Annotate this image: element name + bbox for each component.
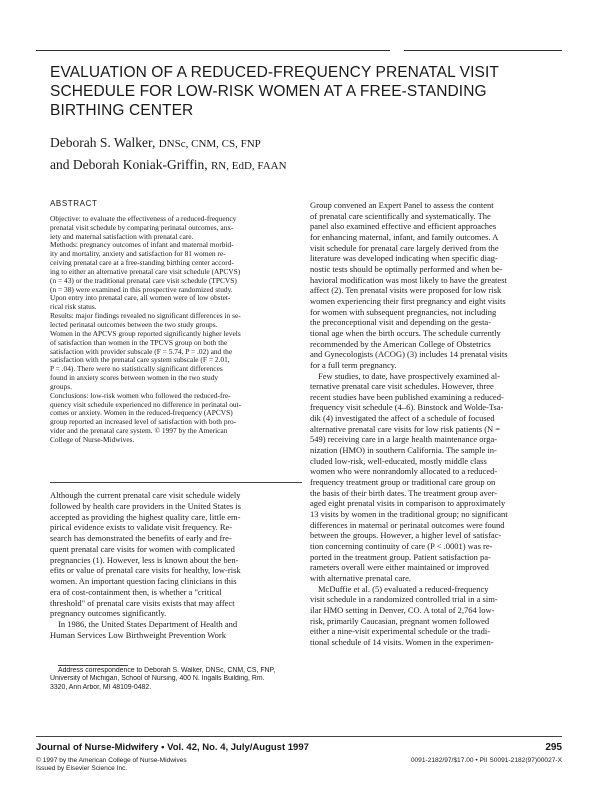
abstract-heading: ABSTRACT xyxy=(50,199,98,208)
body-line: 549) receiving care in a large health maintenance orga- xyxy=(310,434,498,445)
body-line: havioral modification was most likely to have the greatest xyxy=(310,274,507,285)
author-1 xyxy=(50,135,261,151)
copyright-line: © 1997 by the American College of Nurse-Midwives xyxy=(36,757,187,764)
body-line: Human Services Low Birthweight Prevention Work xyxy=(50,629,226,640)
abstract-line: (n = 38) were examined in this prospective randomized study. xyxy=(50,285,233,294)
footnote-line: Address correspondence to Deborah S. Walker, DNSc, CNM, CS, FNP, xyxy=(58,667,276,674)
body-line: era of cost-containment then, is whether a "critical xyxy=(50,586,222,597)
abstract-line: iety and maternal satisfaction with prenatal care. xyxy=(50,232,194,241)
abstract-line: Objective: to evaluate the effectiveness of a reduced-frequency xyxy=(50,214,237,223)
body-line: pirical evidence exists to validate visit frequency. Re- xyxy=(50,522,233,533)
body-line: 13 visits by women in the traditional group; no significant xyxy=(310,509,508,520)
body-line: panel also examined effective and efficient approaches xyxy=(310,221,497,232)
footer-rule xyxy=(36,736,562,737)
body-line: recent studies have been published examining a reduced- xyxy=(310,391,504,402)
body-line: the preconceptional visit and depending on the gesta- xyxy=(310,317,492,328)
body-line: ilar HMO setting in Denver, CO. A total of 2,764 low- xyxy=(310,604,495,615)
body-line: tional schedule of 14 visits. Women in the experimen- xyxy=(310,636,494,647)
journal-citation: Journal of Nurse-Midwifery • Vol. 42, No. 4, July/August 1997 xyxy=(36,742,309,753)
body-line: frequency treatment group or traditional care group on xyxy=(310,477,496,488)
abstract-line: ity and mortality, anxiety and satisfaction for 81 women re- xyxy=(50,250,226,259)
page-number: 295 xyxy=(545,742,562,753)
body-line: either a nine-visit experimental schedule or the tradi- xyxy=(310,626,491,637)
body-line: literature was developed indicating when specific diag- xyxy=(310,253,498,264)
copyright-line: Issued by Elsevier Science Inc. xyxy=(36,765,128,772)
body-line: dik (4) investigated the affect of a schedule of focused xyxy=(310,413,495,424)
right-column-body xyxy=(310,200,560,648)
abstract-line: satisfaction with the prenatal care system subscale (F = 2.01, xyxy=(50,356,230,365)
abstract-line: P = .04). There were no statistically significant differences xyxy=(50,365,223,374)
body-line: nostic tests should be optimally performed and when be- xyxy=(310,263,503,274)
abstract-line: ing to either an alternative prenatal care visit schedule (APCVS) xyxy=(50,267,241,276)
title-line: BIRTHING CENTER xyxy=(50,102,194,119)
author-2-name: and Deborah Koniak-Griffin, xyxy=(50,157,208,172)
abstract-line: ceiving prenatal care at a free-standing birthing center accord- xyxy=(50,259,234,268)
body-line: ported in the treatment group. Patient satisfaction pa- xyxy=(310,551,491,562)
author-2-credentials: RN, EdD, FAAN xyxy=(210,160,287,172)
abstract-line: (n = 43) or the traditional prenatal care visit schedule (TPCVS) xyxy=(50,276,237,285)
author-2 xyxy=(50,157,287,173)
abstract-line: Conclusions: low-risk women who followed the reduced-fre- xyxy=(50,391,231,400)
abstract-line: found in anxiety scores between women in the two study xyxy=(50,374,219,383)
body-line: pregnancy outcomes significantly. xyxy=(50,608,167,619)
issn-line: 0091-2182/97/$17.00 • PII S0091-2182(97)00027-X xyxy=(410,757,562,764)
author-1-credentials: DNSc, CNM, CS, FNP xyxy=(158,138,261,150)
body-line: frequency visit schedule (4–6). Binstock and Wolde-Tsa- xyxy=(310,402,504,413)
header-rule-left xyxy=(36,50,390,51)
body-line: risk, primarily Caucasian, pregnant women followed xyxy=(310,615,490,626)
abstract-line: Methods: pregnancy outcomes of infant and maternal morbid- xyxy=(50,241,234,250)
copyright-notice xyxy=(36,757,187,773)
body-line: accepted as providing the highest quality care, little em- xyxy=(50,511,241,522)
body-line: for women with subsequent pregnancies, not including xyxy=(310,306,497,317)
body-line: followed by health care providers in the United States is xyxy=(50,500,241,511)
abstract-line: lected perinatal outcomes between the two study groups. xyxy=(50,320,218,329)
abstract-line: of satisfaction than women in the TPCVS group on both the xyxy=(50,338,228,347)
second-paragraph xyxy=(50,619,302,641)
body-line: with alternative prenatal care. xyxy=(310,572,411,583)
footnote-line: 3320, Ann Arbor, MI 48109-0482. xyxy=(50,683,152,691)
body-line: tional age when the birth occurs. The schedule currently xyxy=(310,327,501,338)
abstract-line: Women in the APCVS group reported significantly higher levels xyxy=(50,329,241,338)
body-line: and Gynecologists (ACOG) (3) includes 14 prenatal visits xyxy=(310,349,508,360)
abstract-line: vider and the prenatal care system. © 1997 by the American xyxy=(50,427,228,436)
body-line: for a full term pregnancy. xyxy=(310,359,397,370)
abstract xyxy=(50,200,302,445)
intro-paragraph xyxy=(50,490,302,619)
abstract-line: rical risk status. xyxy=(50,303,97,312)
correspondence-footnote xyxy=(50,667,302,692)
body-line: of prenatal care scientifically and systematically. The xyxy=(310,210,491,221)
abstract-line: quency visit schedule experienced no difference in perinatal out- xyxy=(50,400,242,409)
body-line: visit schedule in a randomized controlled trial in a sim- xyxy=(310,594,498,605)
body-line: women. An important question facing clinicians in this xyxy=(50,576,237,586)
body-line: Few studies, to date, have prospectively examined al- xyxy=(318,370,500,381)
body-line: nization (HMO) in southern California. The sample in- xyxy=(310,445,497,456)
body-line: recommended by the American College of Obstetrics xyxy=(310,338,491,349)
body-line: visit schedule for prenatal care largely derived from the xyxy=(310,242,499,253)
body-line: for enhancing maternal, infant, and family outcomes. A xyxy=(310,231,499,242)
title-line: EVALUATION OF A REDUCED-FREQUENCY PRENATAL VISIT xyxy=(50,64,499,81)
body-line: differences in maternal or perinatal outcomes were found xyxy=(310,519,505,530)
body-line: women who were nonrandomly allocated to a reduced- xyxy=(310,466,498,477)
body-line: rameters overall were either maintained or improved xyxy=(310,562,489,573)
right-paragraph-1 xyxy=(310,200,560,371)
body-line: quent prenatal care visits for women with complicated xyxy=(50,543,235,554)
body-line: threshold" of prenatal care visits exists that may affect xyxy=(50,597,235,608)
body-line: search has demonstrated the benefits of early and fre- xyxy=(50,533,232,543)
abstract-line: group reported an increased level of satisfaction with both pro- xyxy=(50,418,237,427)
body-line: cluded low-risk, well-educated, mostly middle class xyxy=(310,455,487,466)
footnote-line: University of Michigan, School of Nursing, 400 N. Ingalls Building, Rm. xyxy=(50,675,265,683)
abstract-text xyxy=(50,215,302,445)
body-line: affect (2). Ten prenatal visits were proposed for low risk xyxy=(310,285,502,296)
body-line: Group convened an Expert Panel to assess the content xyxy=(310,200,494,210)
header-rule-right xyxy=(404,50,562,51)
right-paragraph-3 xyxy=(310,584,560,648)
article-title xyxy=(50,63,570,120)
abstract-line: Results: major findings revealed no significant differences in se- xyxy=(50,312,241,321)
body-line: pregnancies (1). However, less is known about the ben- xyxy=(50,554,239,565)
body-line: alternative prenatal care visits for low risk patients (N = xyxy=(310,423,501,434)
title-line: SCHEDULE FOR LOW-RISK WOMEN AT A FREE-STANDING xyxy=(50,83,487,100)
body-line: efits or value of prenatal care visits for healthy, low-risk xyxy=(50,565,241,576)
body-line: McDuffie et al. (5) evaluated a reduced-frequency xyxy=(318,583,489,594)
body-line: aged eight prenatal visits in comparison to approximately xyxy=(310,498,506,509)
right-paragraph-2 xyxy=(310,371,560,584)
body-line: In 1986, the United States Department of Health and xyxy=(58,619,238,629)
abstract-line: prenatal visit schedule by comparing perinatal outcomes, anx- xyxy=(50,223,234,232)
abstract-line: satisfaction with provider subscale (F = 5.74, P = .02) and the xyxy=(50,347,233,356)
body-line: Although the current prenatal care visit schedule widely xyxy=(50,490,241,500)
body-line: between the groups. However, a higher level of satisfac- xyxy=(310,530,502,541)
body-line: the basis of their birth dates. The treatment group aver- xyxy=(310,487,498,498)
left-column-body xyxy=(50,490,302,641)
body-line: women experiencing their first pregnancy and eight visits xyxy=(310,295,506,306)
body-line: ternative prenatal care visit schedules. However, three xyxy=(310,381,494,392)
abstract-line: College of Nurse-Midwives. xyxy=(50,435,135,444)
body-line: tion concerning continuity of care (P < .0001) was re- xyxy=(310,541,493,551)
footnote-divider xyxy=(58,665,128,666)
author-1-name: Deborah S. Walker, xyxy=(50,135,156,150)
abstract-line: comes or anxiety. Women in the reduced-frequency (APCVS) xyxy=(50,409,233,418)
abstract-line: groups. xyxy=(50,382,72,391)
abstract-line: Upon entry into prenatal care, all women were of low obstet- xyxy=(50,294,231,303)
abstract-divider xyxy=(50,482,302,483)
